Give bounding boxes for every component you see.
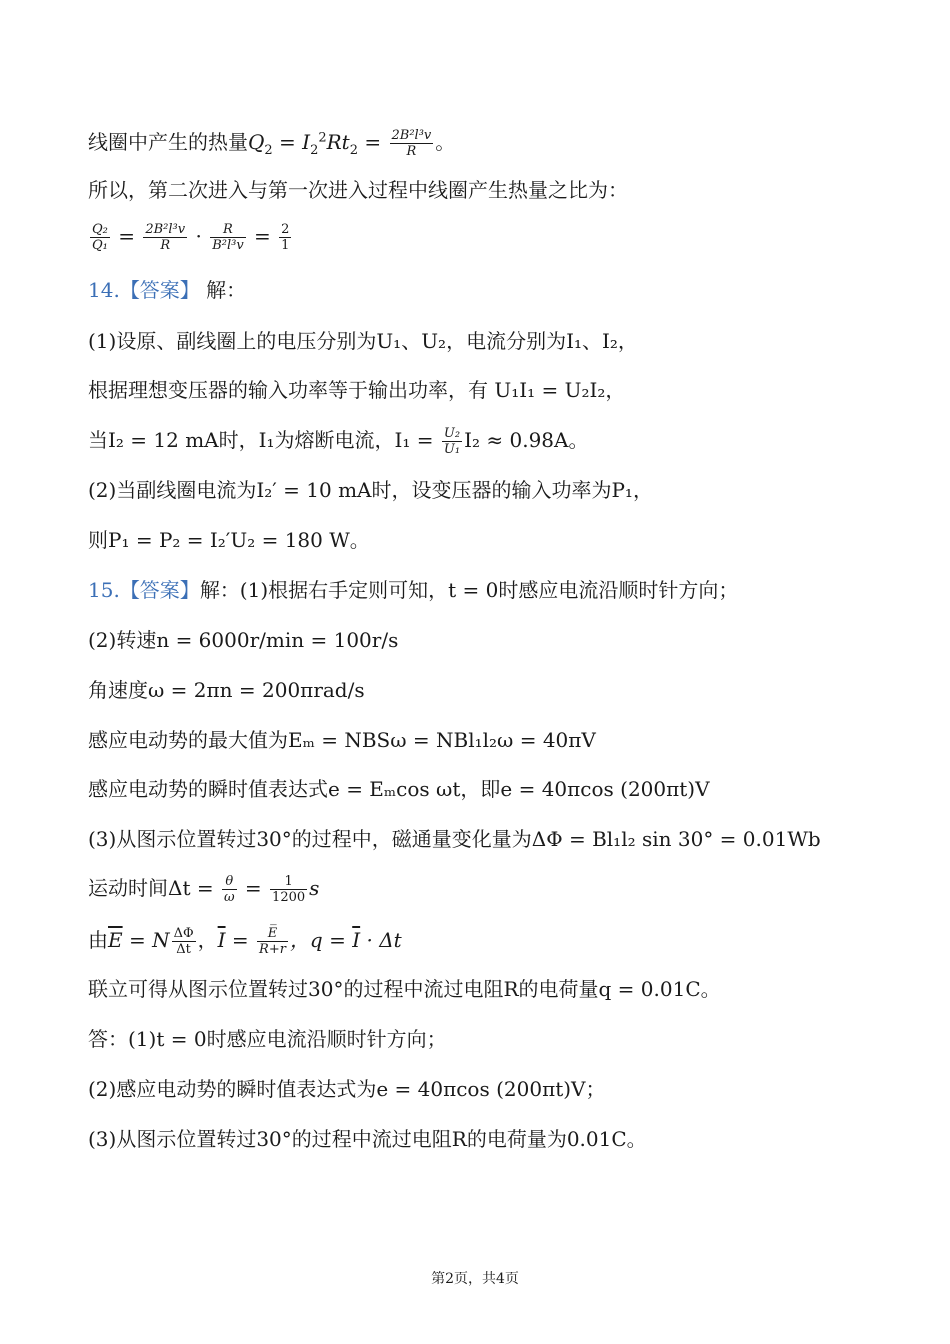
math: $\overline{I}$ (217, 928, 226, 952)
numerator: E̅ (257, 926, 288, 942)
q14-line-2: 根据理想变压器的输入功率等于输出功率，有 U₁I₁ = U₂I₂， (88, 378, 626, 402)
fraction (257, 926, 288, 957)
math: = N (122, 928, 170, 952)
q15-line-2: 角速度ω = 2πn = 200πrad/s (88, 678, 365, 702)
text: I₂ ≈ 0.98A。 (464, 428, 589, 452)
text: 线圈中产生的热量 (88, 130, 248, 154)
fraction (172, 926, 196, 957)
ratio-equation-line: $\frac{\text{Q₂}}{\text{Q₁}}$ = $\frac{\text{2B²l³v}}{R}$ · $\frac{R}{\text{B²l³v}}$ = $\frac{2}{1}$ (92, 222, 290, 253)
q15-line-5: (3)从图示位置转过30°的过程中，磁通量变化量为ΔΦ = Bl₁l₂ sin 30° = 0.01Wb (88, 827, 821, 851)
fraction (442, 426, 462, 457)
q15-line-8: 联立可得从图示位置转过30°的过程中流过电阻R的电荷量q = 0.01C。 (88, 977, 721, 1001)
denominator: R (160, 238, 171, 253)
numerator: 2B²l³v (391, 128, 432, 143)
math: · Δt (360, 928, 402, 952)
numerator: 2 (281, 222, 290, 237)
fraction (210, 222, 245, 253)
numerator: 1 (270, 874, 307, 890)
ratio-intro-line: 所以，第二次进入与第一次进入过程中线圈产生热量之比为： (88, 178, 628, 202)
answer-tag: 【答案】 (119, 278, 200, 302)
denominator: Q₁ (92, 238, 108, 253)
heat-q2-line: 线圈中产生的热量$Q_2 = I_2^2Rt_2$ = $\frac{\text{2B²l³v}}{R}$ 。 (88, 128, 456, 159)
q15-line-3: 感应电动势的最大值为Eₘ = NBSω = NBl₁l₂ω = 40πV (88, 728, 596, 752)
page-footer: 第2页，共4页 (431, 1271, 519, 1287)
q14-line-5: 则P₁ = P₂ = I₂′U₂ = 180 W。 (88, 528, 370, 552)
math: Rt (326, 130, 350, 154)
question-14-header (88, 276, 246, 304)
text: 当I₂ = 12 mA时，I₁为熔断电流，I₁ = (88, 428, 440, 452)
q14-line-4: (2)当副线圈电流为I₂′ = 10 mA时，设变压器的输入功率为P₁， (88, 478, 653, 502)
question-number: 15. (88, 578, 120, 602)
fraction (143, 222, 187, 253)
q15-answer-3: (3)从图示位置转过30°的过程中流过电阻R的电荷量为0.01C。 (88, 1127, 647, 1151)
q15-line-6 (88, 874, 319, 905)
text: s (309, 876, 320, 900)
denominator: ω (223, 890, 235, 905)
answer-tag: 【答案】 (119, 578, 200, 602)
denominator: 1 (281, 238, 290, 253)
math: $\overline{E}$ (108, 928, 123, 952)
numerator: Q₂ (92, 222, 108, 237)
q15-line-7 (88, 926, 402, 957)
math: $\overline{I}$ (352, 928, 361, 952)
q15-line-1: (2)转速n = 6000r/min = 100r/s (88, 628, 399, 652)
question-15-header (88, 576, 738, 604)
denominator: U₁ (443, 442, 461, 457)
q15-answer-1: 答：(1)t = 0时感应电流沿顺时针方向； (88, 1027, 447, 1051)
text: 解： (206, 278, 247, 302)
q14-line-3 (88, 426, 588, 457)
text: = (225, 928, 256, 952)
math: ，q = (289, 928, 353, 952)
text: ， (197, 928, 218, 952)
denominator: R+r (259, 942, 286, 957)
fraction (279, 222, 291, 253)
q14-line-1: (1)设原、副线圈上的电压分别为U₁、U₂，电流分别为I₁、I₂， (88, 329, 638, 353)
denominator: 1200 (272, 890, 306, 905)
fraction (90, 222, 110, 253)
denominator: B²l³v (212, 238, 244, 253)
math: Q (248, 130, 265, 154)
numerator: ΔΦ (173, 926, 194, 941)
math: = I (272, 130, 311, 154)
fraction (222, 874, 237, 905)
text: = (238, 876, 269, 900)
numerator: U₂ (443, 426, 461, 441)
fraction (390, 128, 434, 159)
text: 解：(1)根据右手定则可知，t = 0时感应电流沿顺时针方向； (199, 578, 739, 602)
text: 由 (88, 928, 108, 952)
numerator: R (210, 222, 245, 238)
denominator: Δt (176, 942, 191, 957)
text: 运动时间Δt = (88, 876, 220, 900)
numerator: 2B²l³v (145, 222, 186, 237)
q15-line-4: 感应电动势的瞬时值表达式e = Eₘcos ωt，即e = 40πcos (200πt)V (88, 777, 710, 801)
q15-answer-2: (2)感应电动势的瞬时值表达式为e = 40πcos (200πt)V； (88, 1077, 606, 1101)
text: 。 (435, 130, 456, 154)
denominator: R (406, 144, 417, 159)
fraction (270, 874, 307, 905)
numerator: θ (222, 874, 237, 890)
question-number: 14. (88, 278, 120, 302)
